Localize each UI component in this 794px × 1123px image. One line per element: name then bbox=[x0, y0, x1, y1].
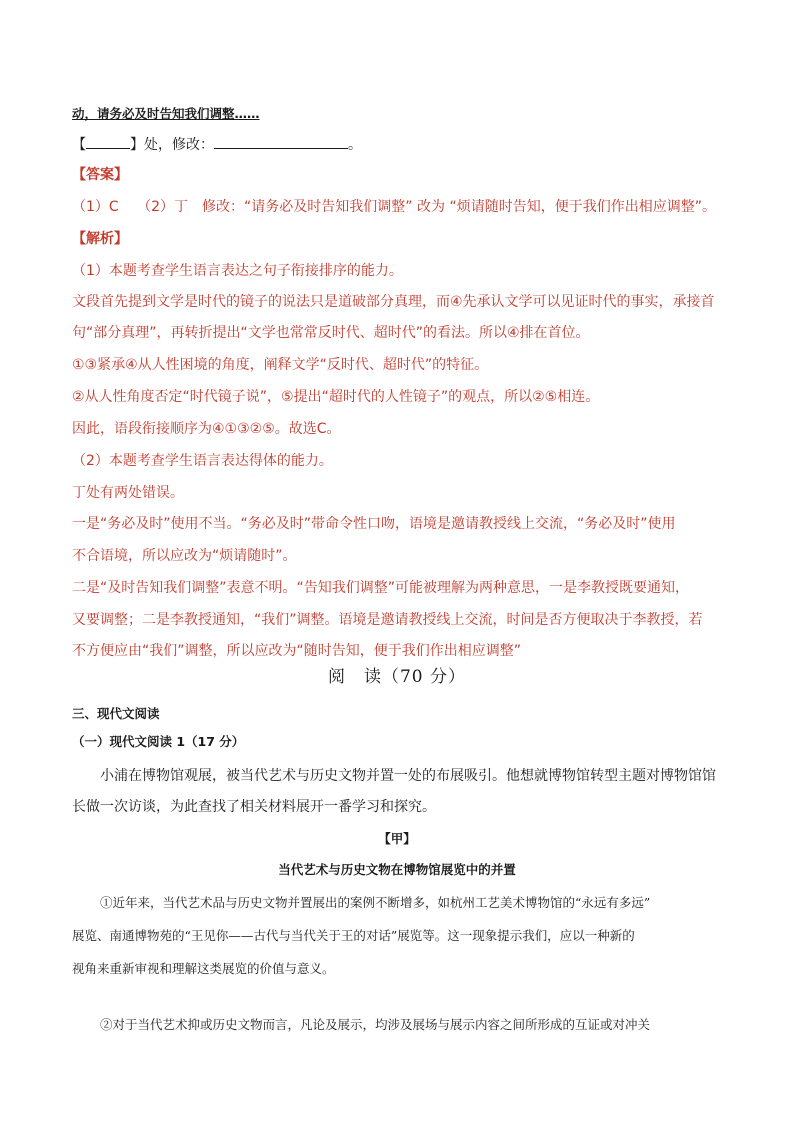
material-label: 【甲】 bbox=[378, 831, 416, 846]
article-line: ②对于当代艺术抑或历史文物而言，凡论及展示，均涉及展场与展示内容之间所形成的互证或对冲关 bbox=[100, 1017, 651, 1032]
bracket-open: 【 bbox=[72, 137, 86, 153]
analysis-line: ①③紧承④从人性困境的角度，阐释文学“反时代、超时代”的特征。 bbox=[72, 357, 489, 373]
analysis-line: 二是“及时告知我们调整”表意不明。“告知我们调整”可能被理解为两种意思，一是李教授既要通知， bbox=[72, 580, 690, 596]
intro-paragraph-line: 长做一次访谈，为此查找了相关材料展开一番学习和探究。 bbox=[72, 799, 436, 815]
article-line: ①近年来，当代艺术品与历史文物并置展出的案例不断增多，如杭州工艺美术博物馆的“永远有多远” bbox=[100, 895, 651, 910]
fill-in-end: 。 bbox=[348, 137, 362, 153]
blank-bracket-field[interactable] bbox=[86, 134, 130, 149]
section-heading: 阅 读（70 分） bbox=[327, 667, 467, 687]
analysis-line: 因此，语段衔接顺序为④①③②⑤。故选C。 bbox=[72, 421, 341, 437]
article-line: 展览、南通博物苑的“王见你——古代与当代关于王的对话”展览等。这一现象提示我们，应以一种新的 bbox=[72, 928, 635, 943]
part-heading: 三、现代文阅读 bbox=[72, 706, 160, 721]
analysis-line: 又要调整；二是李教授通知，“我们”调整。语境是邀请教授线上交流，时间是否方便取决于李教授，若 bbox=[72, 612, 703, 628]
sub-part-heading: （一）现代文阅读 1（17 分） bbox=[72, 734, 245, 749]
article-line: 视角来重新审视和理解这类展览的价值与意义。 bbox=[72, 961, 335, 976]
fill-in-line bbox=[72, 134, 362, 155]
analysis-line: （1）本题考查学生语言表达之句子衔接排序的能力。 bbox=[72, 263, 403, 279]
fill-in-label: 】处，修改： bbox=[130, 137, 214, 153]
analysis-line: 句“部分真理”，再转折提出“文学也常常反时代、超时代”的看法。所以④排在首位。 bbox=[72, 325, 590, 341]
analysis-line: 不合语境，所以应改为“烦请随时”。 bbox=[72, 548, 297, 564]
analysis-tag: 【解析】 bbox=[72, 231, 128, 247]
answer-tag: 【答案】 bbox=[72, 167, 128, 183]
continued-text-line: 动，请务必及时告知我们调整…… bbox=[72, 106, 260, 121]
analysis-line: 不方便应由“我们”调整，所以应改为“随时告知，便于我们作出相应调整” bbox=[72, 643, 522, 659]
analysis-line: 一是“务必及时”使用不当。“务必及时”带命令性口吻，语境是邀请教授线上交流，“务必及时”使用 bbox=[72, 516, 676, 532]
answer-text: （1）C （2）丁 修改：“请务必及时告知我们调整” 改为 “烦请随时告知，便于我们作出相应调整”。 bbox=[72, 199, 716, 215]
article-title: 当代艺术与历史文物在博物馆展览中的并置 bbox=[278, 862, 516, 877]
analysis-line: 丁处有两处错误。 bbox=[72, 485, 184, 501]
analysis-line: ②从人性角度否定“时代镜子说”，⑤提出“超时代的人性镜子”的观点，所以②⑤相连。 bbox=[72, 389, 600, 405]
analysis-line: （2）本题考查学生语言表达得体的能力。 bbox=[72, 453, 333, 469]
blank-revision-field[interactable] bbox=[214, 134, 348, 149]
analysis-line: 文段首先提到文学是时代的镜子的说法只是道破部分真理，而④先承认文学可以见证时代的事实，承接首 bbox=[72, 294, 715, 310]
intro-paragraph-line: 小浦在博物馆观展，被当代艺术与历史文物并置一处的布展吸引。他想就博物馆转型主题对博物馆馆 bbox=[100, 768, 716, 784]
